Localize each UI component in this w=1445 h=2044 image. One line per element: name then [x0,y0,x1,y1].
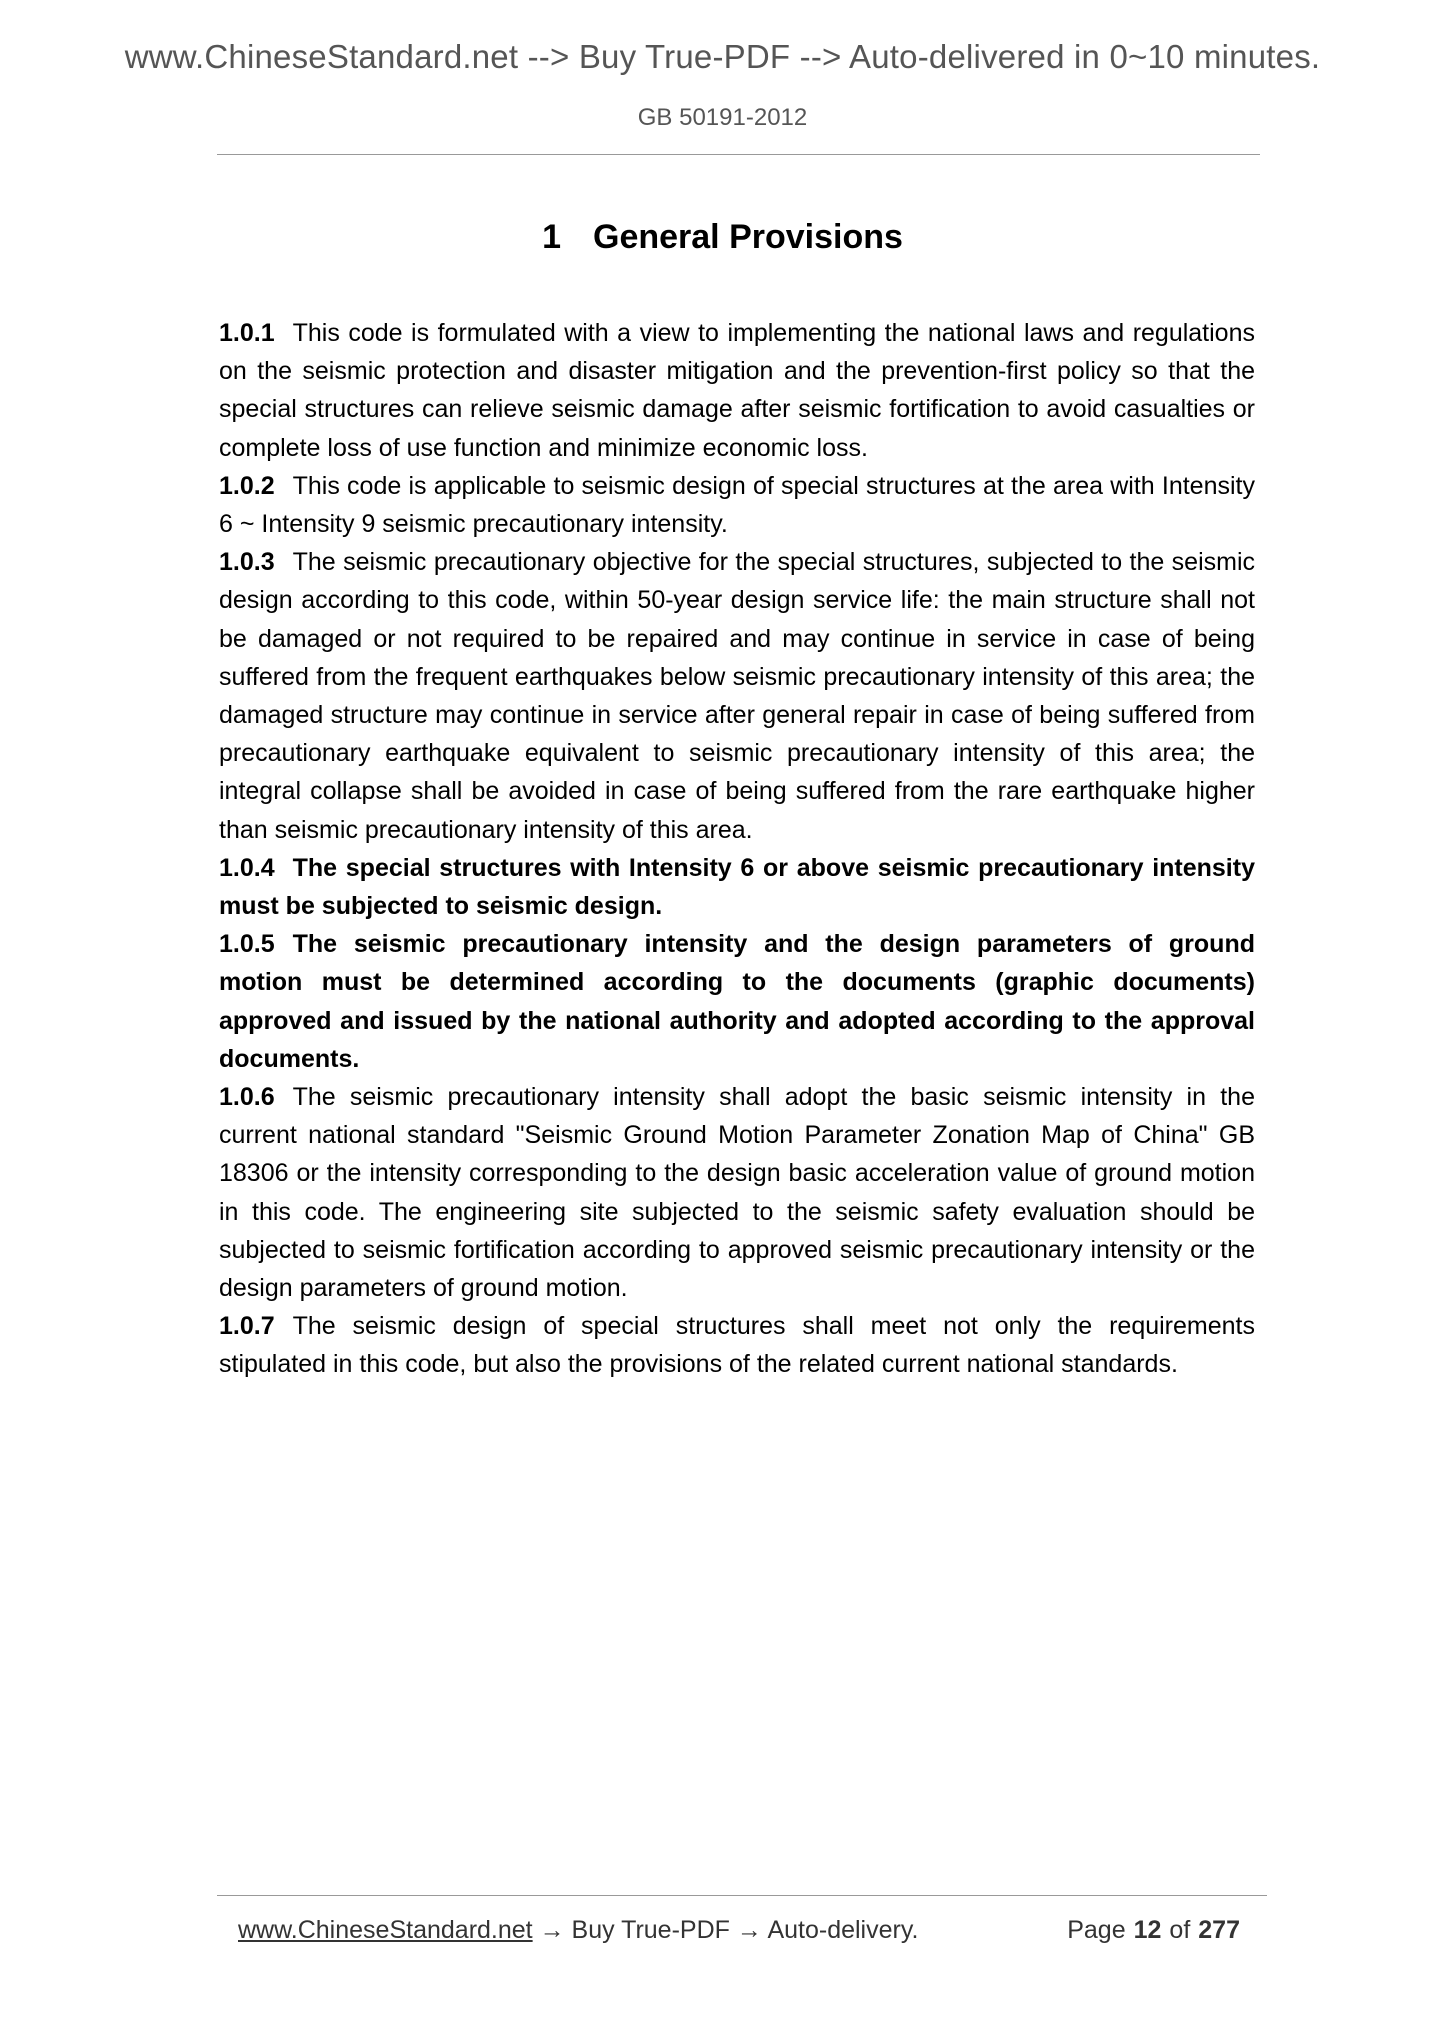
chapter-number: 1 [542,218,561,256]
clauses-body [219,314,1255,1384]
chapter-title: General Provisions [593,218,903,256]
clause-1-0-2 [219,467,1255,543]
clause-number: 1.0.6 [219,1083,275,1112]
clause-number: 1.0.7 [219,1312,275,1341]
clause-text: The seismic design of special structures shall meet not only the requirements stipulated in this code, but also the provisions of the related current national standards. [219,1312,1255,1379]
arrow-right-icon: → [736,1916,762,1944]
clause-1-0-5 [219,925,1255,1078]
page-indicator [1067,1916,1248,1945]
standard-code: GB 50191-2012 [637,104,808,131]
clause-1-0-7 [219,1307,1255,1383]
site-link[interactable]: www.ChineseStandard.net [238,1916,533,1944]
clause-text: The seismic precautionary intensity shall adopt the basic seismic intensity in the current national standard "Seismic Ground Motion Parameter Zonation Map of China" GB 18306 or the intensity corresponding to the design basic acceleration value of ground motion in this code. The engineering site subjected to the seismic safety evaluation should be subjected to seismic fortification according to approved seismic precautionary intensity or the design parameters of ground motion. [219,1083,1255,1303]
clause-1-0-1 [219,314,1255,467]
page-number: 12 [1133,1916,1162,1944]
footer-promo [238,1916,918,1945]
footer-divider [217,1895,1267,1896]
clause-text: This code is formulated with a view to implementing the national laws and regulations on the seismic protection and disaster mitigation and the prevention-first policy so that the special structures can relieve seismic damage after seismic fortification to avoid casualties or complete loss of use function and minimize economic loss. [219,319,1255,462]
header-divider [217,154,1260,155]
clause-number: 1.0.5 [219,930,275,959]
top-banner: www.ChineseStandard.net --> Buy True-PDF --> Auto-delivered in 0~10 minutes. [124,38,1321,75]
clause-text: The seismic precautionary objective for the special structures, subjected to the seismic design according to this code, within 50-year design service life: the main structure shall not be damaged or not required to be repaired and may continue in service in case of being suffered from the frequent earthquakes below seismic precautionary intensity of this area; the damaged structure may continue in service after general repair in case of being suffered from precautionary earthquake equivalent to seismic precautionary intensity of this area; the integral collapse shall be avoided in case of being suffered from the rare earthquake higher than seismic precautionary intensity of this area. [219,548,1255,844]
of-label: of [1169,1916,1191,1944]
clause-1-0-3 [219,543,1255,849]
clause-1-0-6 [219,1078,1255,1307]
clause-text: This code is applicable to seismic design of special structures at the area with Intensity 6 ~ Intensity 9 seismic precautionary intensity. [219,471,1255,539]
clause-number: 1.0.4 [219,853,275,882]
buy-text: Buy True-PDF [571,1916,730,1944]
auto-delivery-text: Auto-delivery. [767,1916,919,1944]
arrow-right-icon: → [539,1916,565,1944]
page-label: Page [1067,1916,1126,1944]
total-pages: 277 [1198,1916,1240,1944]
clause-number: 1.0.2 [219,471,275,500]
clause-number: 1.0.3 [219,548,275,577]
clause-number: 1.0.1 [219,319,275,347]
chapter-heading [0,218,1445,257]
clause-text: The special structures with Intensity 6 or above seismic precautionary intensity must be subjected to seismic design. [219,853,1255,921]
clause-text: The seismic precautionary intensity and the design parameters of ground motion must be determined according to the documents (graphic documents) approved and issued by the national authority and adopted according to the approval documents. [219,930,1255,1073]
clause-1-0-4 [219,849,1255,925]
